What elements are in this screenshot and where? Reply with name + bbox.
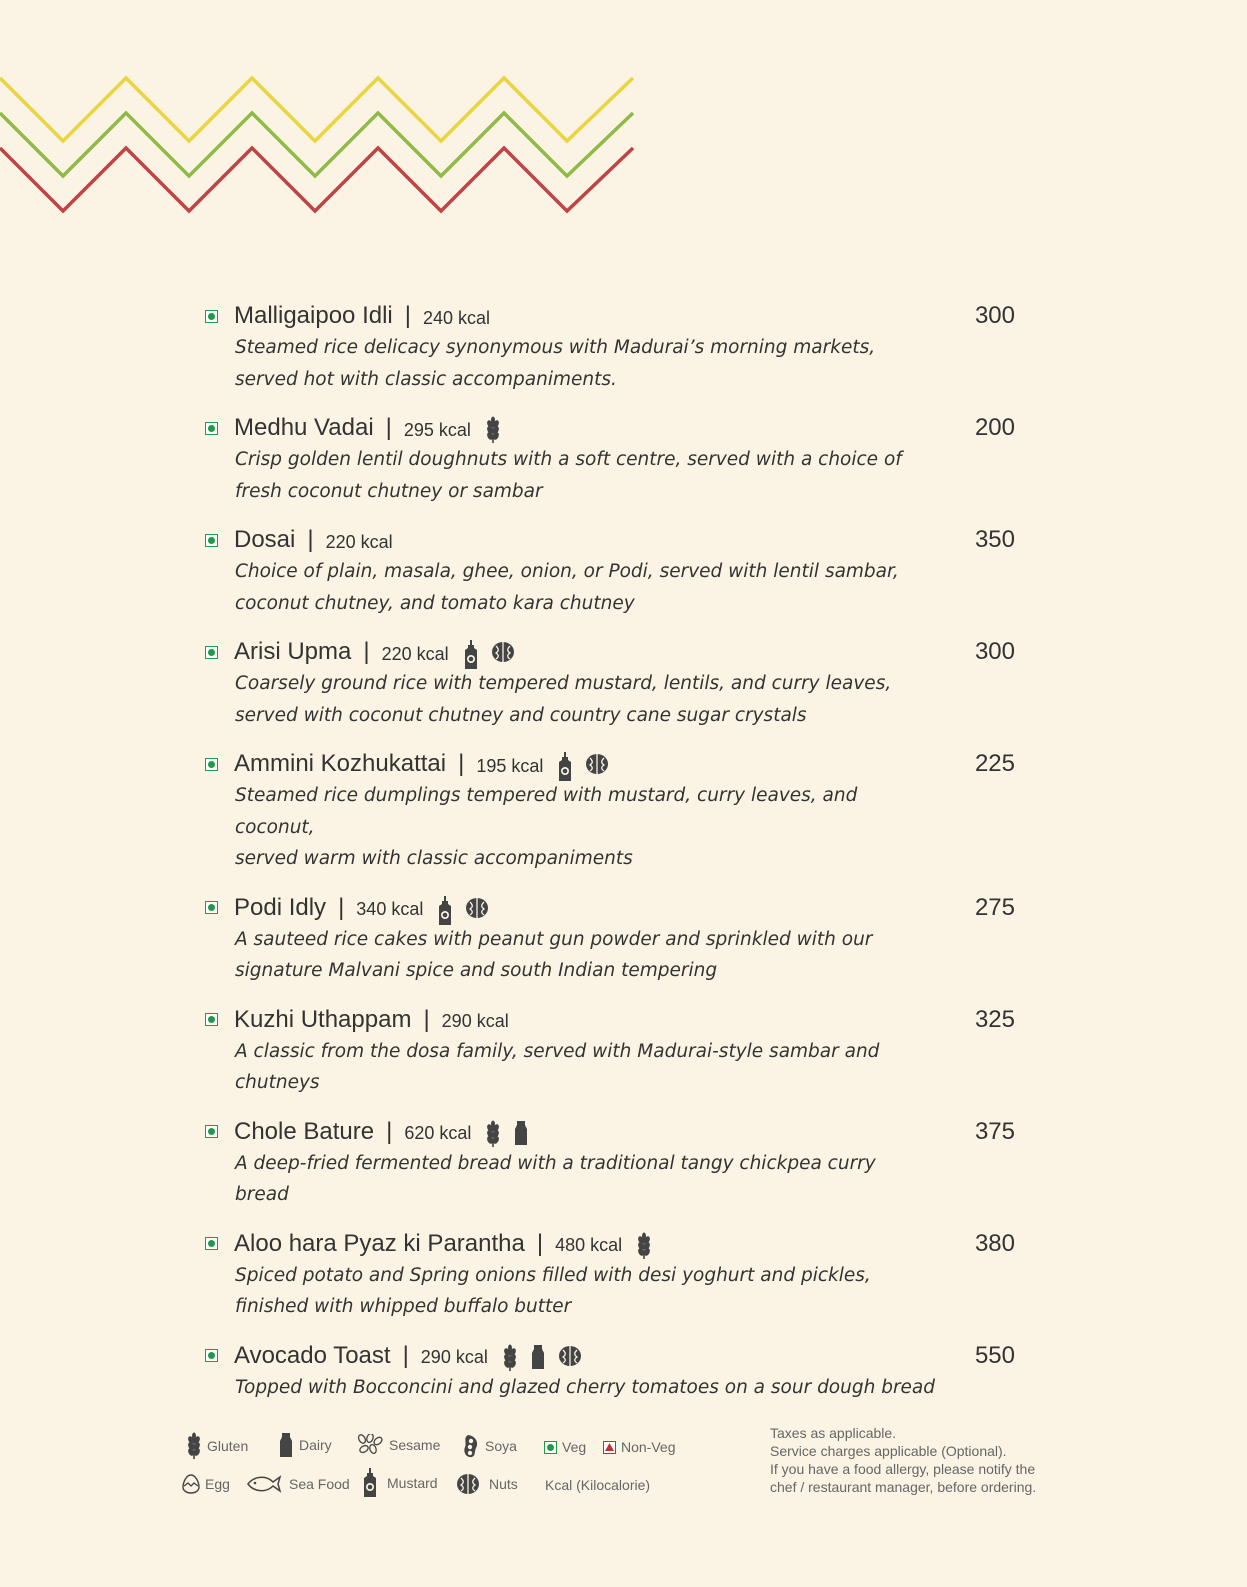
menu-item [205, 1116, 1015, 1211]
item-price: 300 [974, 638, 1015, 665]
note-service: Service charges applicable (Optional). [770, 1443, 1007, 1459]
description-line: signature Malvani spice and south Indian tempering [235, 960, 718, 981]
item-kcal: 195 kcal [476, 755, 544, 776]
veg-icon [205, 1349, 218, 1362]
item-kcal: 290 kcal [420, 1347, 488, 1367]
legend-kcal-label: Kcal (Kilocalorie) [545, 1477, 651, 1493]
item-description [235, 444, 935, 507]
legend-veg-label: Veg [562, 1439, 587, 1455]
description-line: A sauteed rice cakes with peanut gun powder and sprinkled with our [235, 928, 873, 950]
description-line: Choice of plain, masala, ghee, onion, or Podi, served with lentil sambar, [235, 561, 899, 582]
nuts-icon [465, 896, 485, 920]
menu-item [205, 1004, 1015, 1099]
legend-soya-label: Soya [485, 1438, 517, 1454]
item-name: Malligaipoo Idli [234, 302, 393, 329]
item-price: 325 [974, 1005, 1015, 1033]
description-line: A classic from the dosa family, served with Madurai-style sambar and chutneys [235, 1040, 880, 1093]
mustard-icon [362, 1468, 378, 1498]
allergen-icons [502, 1344, 578, 1368]
menu-item [205, 300, 1015, 395]
zigzag-red [0, 148, 633, 211]
veg-icon [205, 1125, 218, 1138]
dairy-icon [530, 1344, 550, 1368]
description-line: served with coconut chutney and country cane sugar crystals [235, 704, 807, 726]
item-description [235, 668, 935, 731]
item-kcal: 240 kcal [423, 307, 491, 328]
allergen-icons [463, 640, 511, 664]
menu-item [205, 892, 1015, 987]
allergen-icons [485, 1120, 533, 1144]
item-kcal: 290 kcal [441, 1011, 509, 1031]
item-name: Avocado Toast [234, 1341, 391, 1369]
item-name: Aloo hara Pyaz ki Parantha [234, 1229, 525, 1257]
veg-icon [205, 1013, 218, 1026]
zigzag-green [0, 113, 633, 176]
nuts-icon [456, 1472, 480, 1496]
nuts-icon [585, 752, 605, 776]
item-price: 300 [974, 302, 1015, 329]
item-name: Chole Bature [234, 1117, 375, 1145]
description-line: served hot with classic accompaniments. [235, 368, 617, 390]
item-kcal: 620 kcal [404, 1123, 472, 1143]
item-separator: | [402, 1341, 409, 1369]
legend-nonveg-label: Non-Veg [621, 1439, 676, 1455]
gluten-icon [186, 1432, 202, 1460]
legend-seafood [246, 1474, 350, 1494]
legend-sesame-label: Sesame [389, 1437, 441, 1453]
veg-icon [205, 646, 218, 659]
allergen-legend [180, 1430, 700, 1505]
item-description [235, 780, 935, 875]
mustard-icon [437, 896, 457, 920]
description-line: fresh coconut chutney or sambar [235, 480, 543, 502]
veg-icon [205, 422, 218, 435]
item-description [235, 1036, 935, 1099]
legend-nuts-label: Nuts [489, 1476, 518, 1492]
description-line: served warm with classic accompaniments [235, 848, 633, 869]
item-kcal: 295 kcal [403, 419, 471, 440]
description-line: Steamed rice delicacy synonymous with Madurai’s morning markets, [235, 337, 876, 358]
note-allergy-2: chef / restaurant manager, before ordering. [770, 1479, 1037, 1495]
item-name: Dosai [234, 526, 296, 553]
allergen-icons [557, 752, 605, 776]
gluten-icon [485, 1120, 505, 1144]
soya-icon [462, 1434, 480, 1458]
menu-item [205, 1340, 1015, 1404]
item-description [235, 1148, 935, 1211]
menu-item [205, 748, 1015, 875]
item-price: 225 [974, 750, 1015, 777]
legend-kcal [545, 1477, 650, 1493]
item-name: Medhu Vadai [234, 414, 374, 441]
legend-mustard-label: Mustard [387, 1475, 438, 1491]
item-price: 275 [974, 893, 1015, 921]
item-separator: | [458, 750, 465, 777]
nuts-icon [558, 1344, 578, 1368]
item-price: 375 [974, 1117, 1015, 1145]
veg-icon [205, 534, 218, 547]
menu-item [205, 636, 1015, 731]
legend-sesame [356, 1434, 440, 1456]
allergen-icons [636, 1232, 656, 1256]
allergen-icons [485, 416, 505, 440]
item-name: Kuzhi Uthappam [234, 1005, 412, 1033]
sesame-icon [356, 1434, 384, 1456]
mustard-icon [557, 752, 577, 776]
item-description [235, 1372, 935, 1404]
nonveg-icon [603, 1441, 616, 1454]
item-kcal: 480 kcal [555, 1235, 623, 1255]
menu-list [205, 300, 1015, 1420]
gluten-icon [485, 416, 505, 440]
item-separator: | [338, 893, 345, 921]
item-price: 200 [974, 414, 1015, 441]
dairy-icon [513, 1120, 533, 1144]
zigzag-decoration [0, 70, 640, 220]
item-separator: | [307, 526, 314, 553]
veg-icon [205, 1237, 218, 1250]
legend-seafood-label: Sea Food [289, 1476, 350, 1492]
zigzag-yellow [0, 78, 633, 141]
item-separator: | [385, 414, 392, 441]
item-name: Arisi Upma [234, 638, 352, 665]
menu-item [205, 524, 1015, 619]
legend-gluten [186, 1432, 248, 1460]
description-line: Crisp golden lentil doughnuts with a soft centre, served with a choice of [235, 449, 902, 470]
footer-notes [770, 1424, 1070, 1496]
item-separator: | [386, 1117, 393, 1145]
item-description [235, 1260, 935, 1323]
veg-icon [544, 1441, 557, 1454]
allergen-icons [437, 896, 485, 920]
item-kcal: 220 kcal [325, 531, 393, 552]
legend-dairy [278, 1432, 332, 1458]
mustard-icon [463, 640, 483, 664]
menu-item [205, 412, 1015, 507]
note-taxes: Taxes as applicable. [770, 1425, 897, 1441]
description-line: A deep-fried fermented bread with a traditional tangy chickpea curry bread [235, 1152, 876, 1205]
item-price: 350 [974, 526, 1015, 553]
legend-gluten-label: Gluten [207, 1438, 249, 1454]
legend-mustard [362, 1468, 438, 1498]
description-line: finished with whipped buffalo butter [235, 1296, 572, 1317]
note-allergy-1: If you have a food allergy, please notify the [770, 1461, 1036, 1477]
veg-icon [205, 901, 218, 914]
fish-icon [246, 1474, 282, 1494]
description-line: Spiced potato and Spring onions filled with desi yoghurt and pickles, [235, 1264, 871, 1286]
description-line: Steamed rice dumplings tempered with mustard, curry leaves, and coconut, [235, 785, 858, 838]
egg-icon [182, 1474, 200, 1494]
gluten-icon [636, 1232, 656, 1256]
item-kcal: 340 kcal [356, 899, 424, 919]
item-description [235, 924, 935, 987]
item-separator: | [536, 1229, 544, 1257]
item-separator: | [363, 638, 370, 665]
item-name: Ammini Kozhukattai [234, 750, 447, 777]
item-name: Podi Idly [234, 893, 327, 921]
legend-soya [462, 1434, 517, 1458]
legend-veg [544, 1439, 586, 1455]
legend-nuts [456, 1472, 518, 1496]
item-separator: | [404, 302, 411, 329]
description-line: Coarsely ground rice with tempered mustard, lentils, and curry leaves, [235, 673, 892, 694]
legend-nonveg [603, 1439, 675, 1455]
nuts-icon [491, 640, 511, 664]
gluten-icon [502, 1344, 522, 1368]
description-line: coconut chutney, and tomato kara chutney [235, 592, 635, 614]
item-price: 550 [974, 1341, 1015, 1369]
legend-egg-label: Egg [205, 1476, 230, 1492]
item-kcal: 220 kcal [381, 643, 449, 664]
legend-egg [182, 1474, 230, 1494]
item-description [235, 332, 935, 395]
item-description [235, 556, 935, 619]
veg-icon [205, 310, 218, 323]
item-price: 380 [974, 1229, 1015, 1257]
menu-item [205, 1228, 1015, 1323]
description-line: Topped with Bocconcini and glazed cherry tomatoes on a sour dough bread [235, 1376, 936, 1398]
veg-icon [205, 758, 218, 771]
legend-dairy-label: Dairy [299, 1437, 332, 1453]
dairy-icon [278, 1432, 294, 1458]
item-separator: | [423, 1005, 430, 1033]
